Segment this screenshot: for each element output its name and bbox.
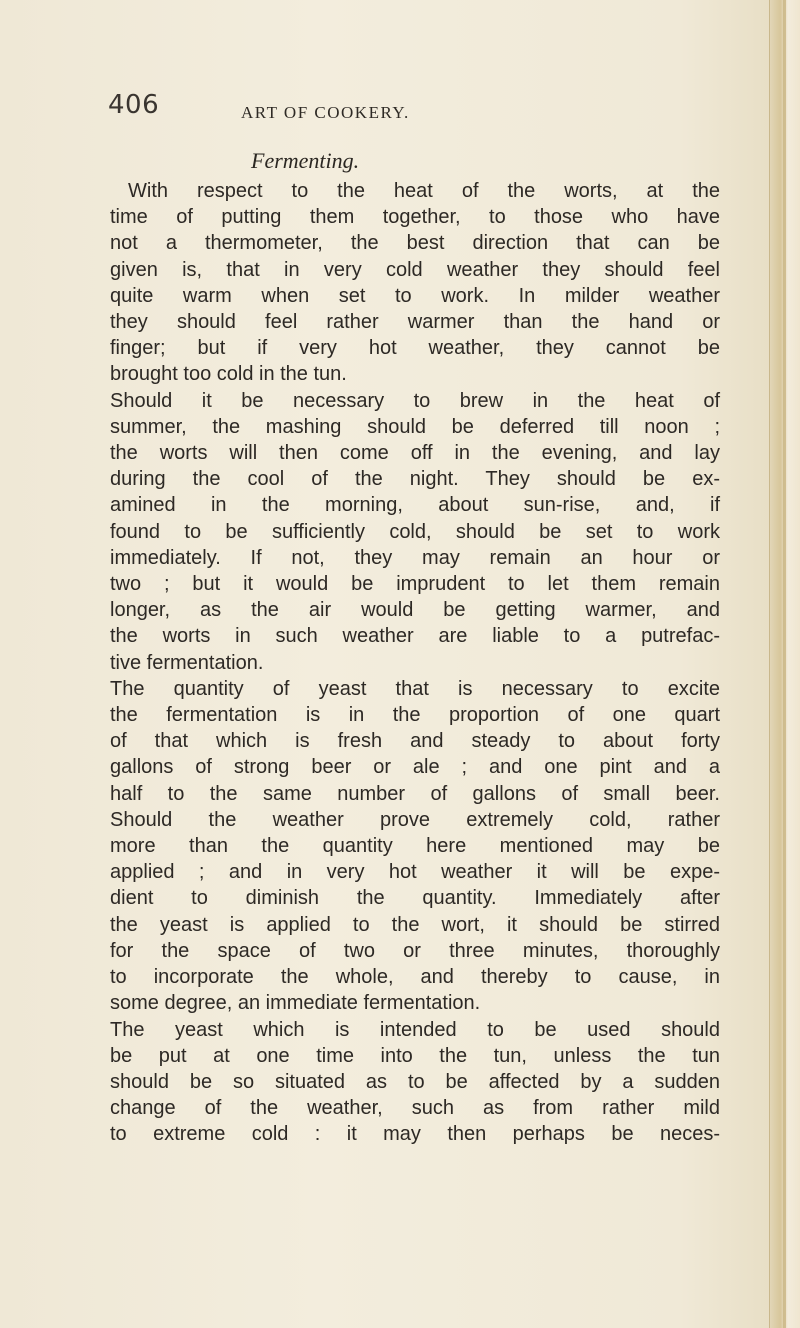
text-line: gallons of strong beer or ale ; and one pint and a [110, 756, 720, 779]
text-line: immediately. If not, they may remain an hour or [110, 546, 720, 569]
text-line: more than the quantity here mentioned may be [110, 835, 720, 858]
body-text [110, 178, 720, 1148]
text-line: the yeast is applied to the wort, it should be stirred [110, 913, 720, 936]
text-line: finger; but if very hot weather, they cannot be [110, 337, 720, 360]
text-line: they should feel rather warmer than the hand or [110, 311, 720, 334]
text-line: applied ; and in very hot weather it will be expe- [110, 861, 720, 884]
text-line: Should the weather prove extremely cold, rather [110, 808, 720, 831]
text-line: brought too cold in the tun. [110, 363, 347, 386]
text-line: half to the same number of gallons of small beer. [110, 782, 720, 805]
text-line: should be so situated as to be affected by a sudden [110, 1070, 720, 1093]
text-line: to incorporate the whole, and thereby to cause, in [110, 966, 720, 989]
text-line: given is, that in very cold weather they should feel [110, 258, 720, 281]
text-line: during the cool of the night. They should be ex- [110, 468, 720, 491]
text-line: The yeast which is intended to be used should [110, 1018, 720, 1041]
text-line: dient to diminish the quantity. Immediately after [110, 887, 720, 910]
text-line: some degree, an immediate fermentation. [110, 992, 481, 1015]
text-line: of that which is fresh and steady to about forty [110, 730, 720, 753]
page-header [108, 90, 728, 130]
text-line: time of putting them together, to those who have [110, 206, 720, 229]
text-line: the worts will then come off in the evening, and lay [110, 442, 720, 465]
text-line: summer, the mashing should be deferred till noon ; [110, 415, 720, 438]
text-line: The quantity of yeast that is necessary to excite [110, 677, 720, 700]
text-line: With respect to the heat of the worts, at the [128, 180, 720, 202]
text-line: amined in the morning, about sun-rise, and, if [110, 494, 720, 517]
text-line: the worts in such weather are liable to a putrefac- [110, 625, 720, 648]
text-line: not a thermometer, the best direction that can be [110, 232, 720, 255]
text-line: change of the weather, such as from rather mild [110, 1097, 720, 1120]
text-line: the fermentation is in the proportion of one quart [110, 704, 720, 727]
text-line: Should it be necessary to brew in the heat of [110, 389, 720, 412]
text-line: to extreme cold : it may then perhaps be neces- [110, 1123, 720, 1146]
text-line: longer, as the air would be getting warmer, and [110, 599, 720, 622]
spine-line [783, 0, 786, 1328]
section-title: Fermenting. [251, 148, 360, 173]
running-head: ART OF COOKERY. [241, 103, 410, 122]
text-line: tive fermentation. [110, 651, 264, 674]
page-number: 406 [108, 90, 160, 120]
text-line: be put at one time into the tun, unless the tun [110, 1044, 720, 1067]
text-line: quite warm when set to work. In milder weather [110, 284, 720, 307]
text-line: two ; but it would be imprudent to let them remain [110, 573, 720, 596]
text-line: for the space of two or three minutes, thoroughly [110, 939, 720, 962]
text-line: found to be sufficiently cold, should be set to work [110, 520, 720, 543]
